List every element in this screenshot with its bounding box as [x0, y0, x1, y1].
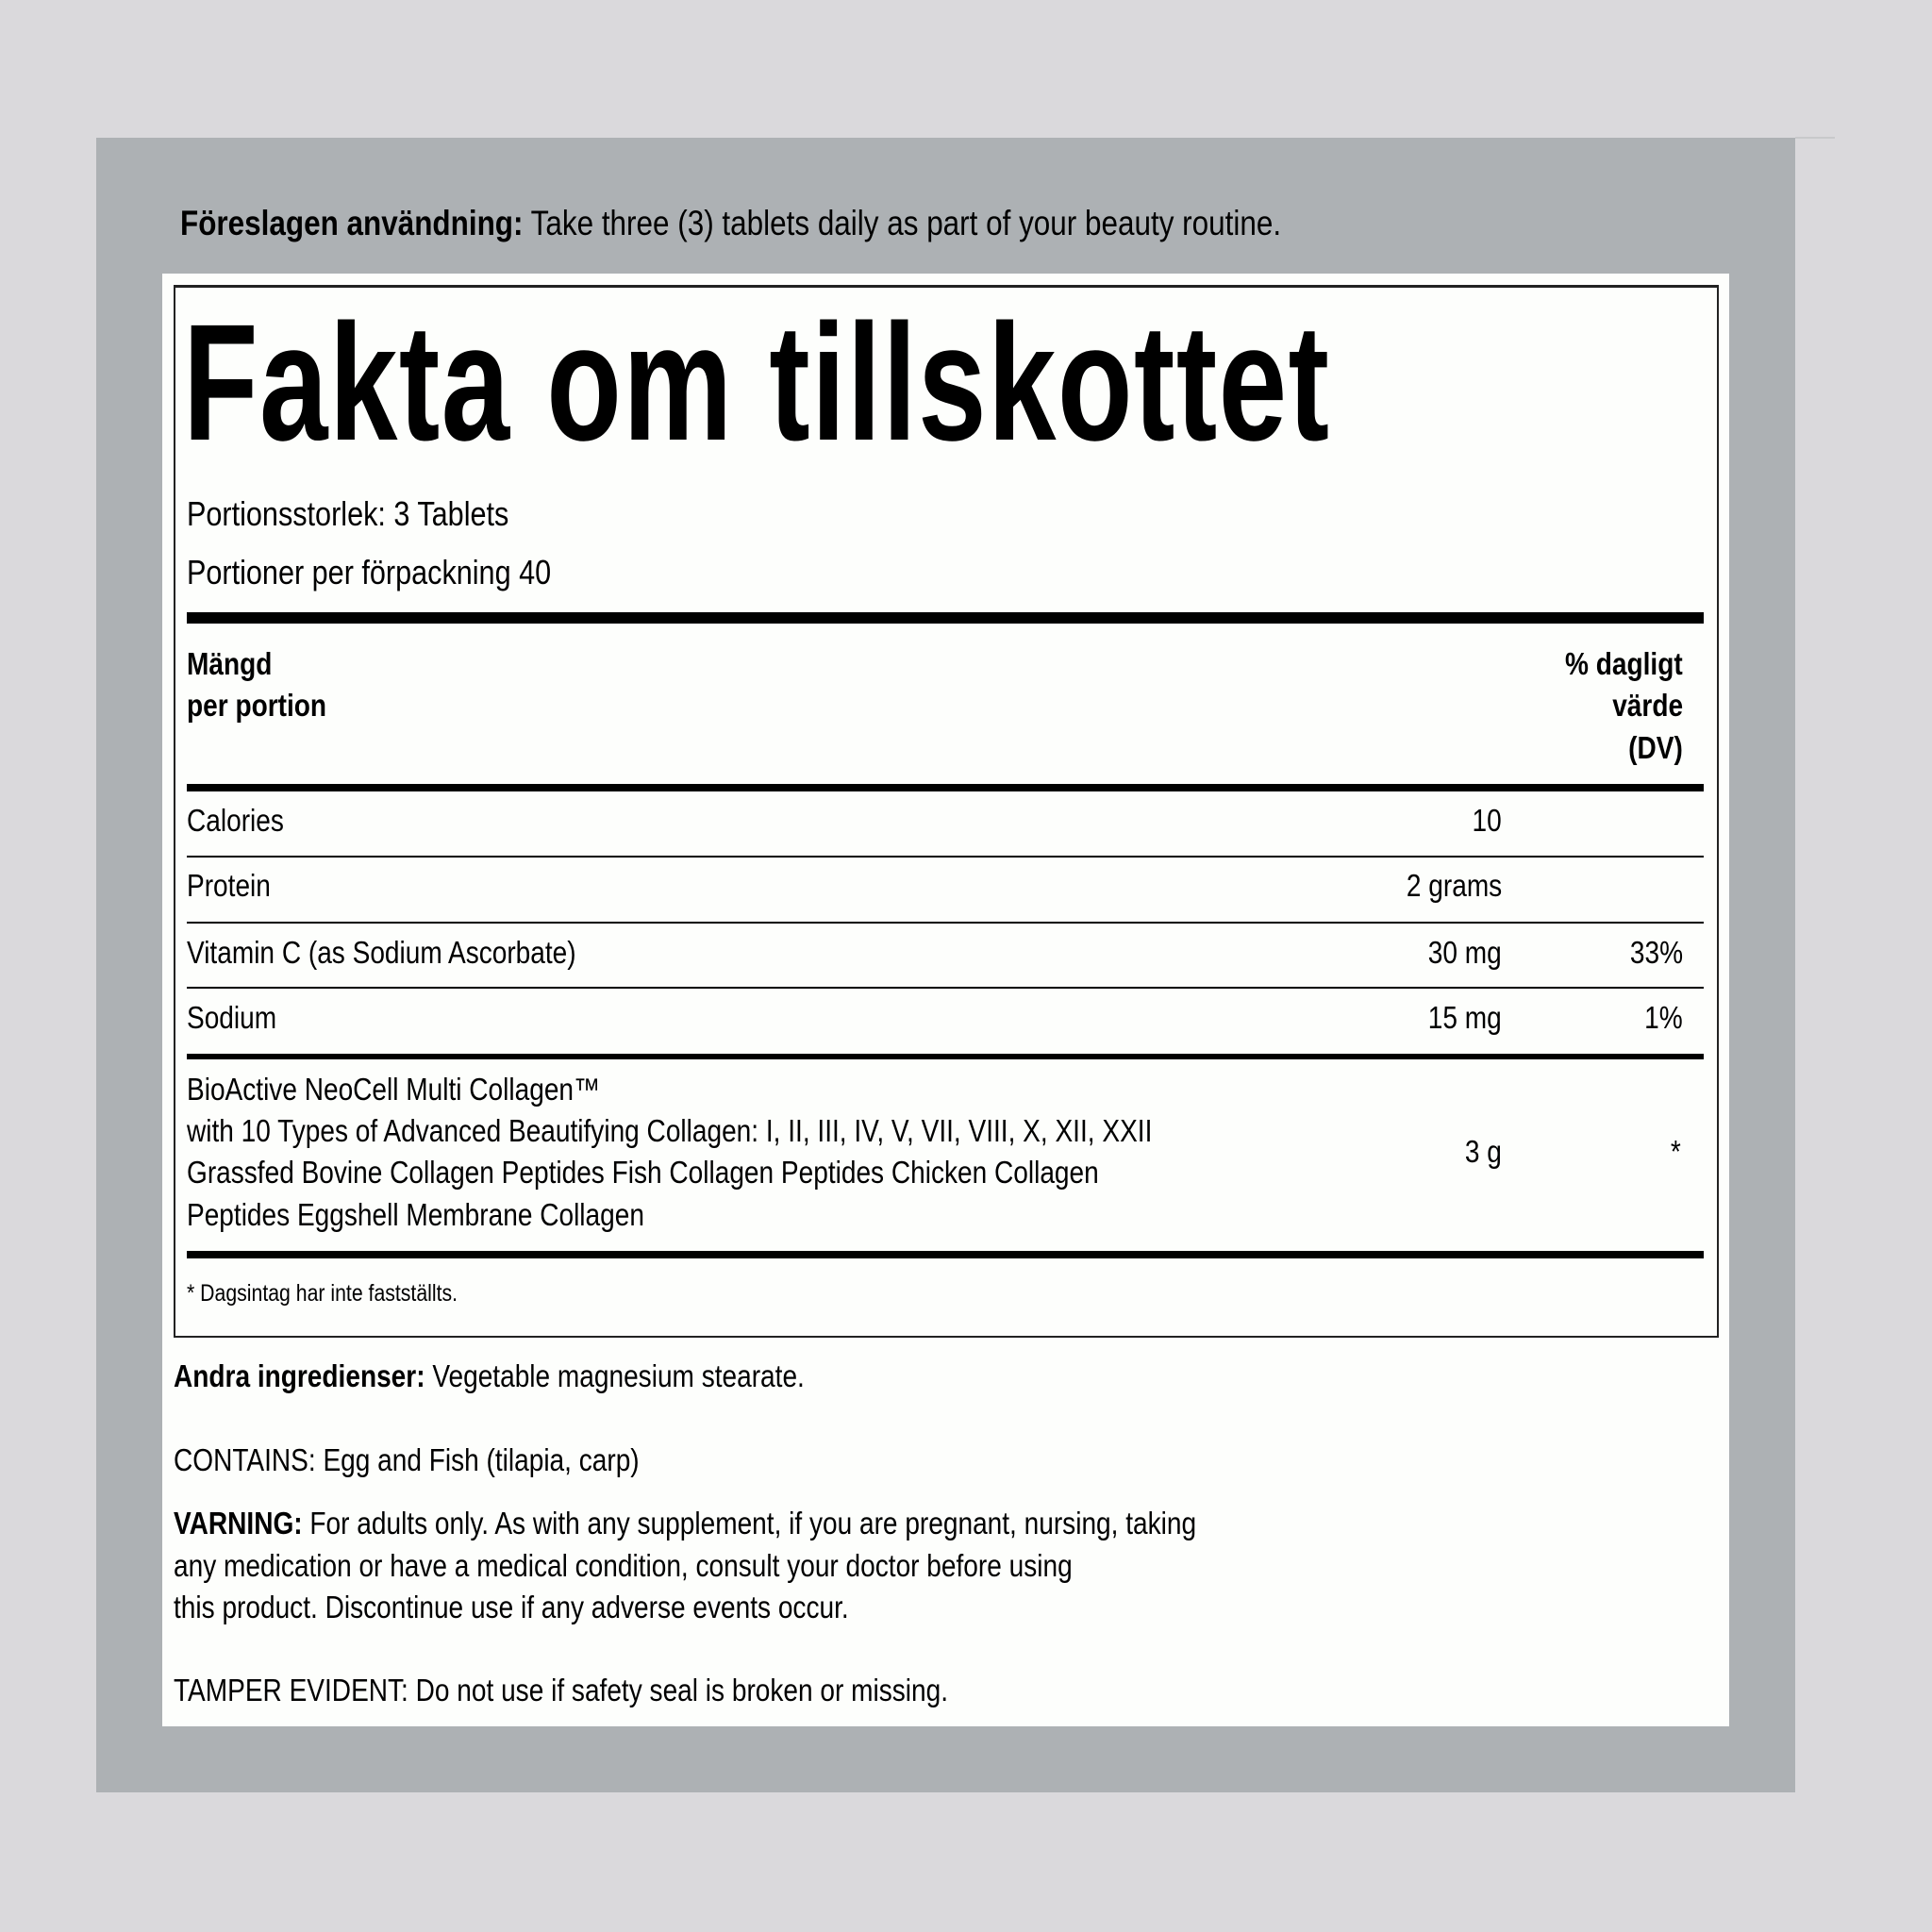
- nutrient-name: Protein: [187, 868, 271, 903]
- row-divider: [187, 987, 1704, 989]
- blend-line: Grassfed Bovine Collagen Peptides Fish Collagen Peptides Chicken Collagen: [187, 1155, 1099, 1190]
- dv-header: (DV): [1628, 730, 1683, 765]
- nutrient-amount: 10: [1472, 803, 1502, 838]
- tamper-evident: TAMPER EVIDENT: Do not use if safety seal is broken or missing.: [174, 1673, 949, 1707]
- warning-line: [174, 1507, 1196, 1539]
- nutrient-name: Sodium: [187, 1000, 277, 1035]
- amount-header: per portion: [187, 688, 327, 723]
- nutrient-amount: 2 grams: [1406, 868, 1502, 903]
- nutrient-name: Vitamin C (as Sodium Ascorbate): [187, 935, 576, 970]
- serving-size: Portionsstorlek: 3 Tablets: [187, 494, 509, 533]
- other-ingredients-text: Vegetable magnesium stearate.: [425, 1358, 805, 1393]
- warning-text: For adults only. As with any supplement, if you are pregnant, nursing, taking: [302, 1506, 1197, 1541]
- thick-divider: [187, 1054, 1704, 1059]
- dv-header: värde: [1612, 688, 1683, 723]
- other-ingredients-label: Andra ingredienser:: [174, 1358, 425, 1393]
- amount-header: Mängd: [187, 646, 273, 681]
- suggested-use: [180, 206, 1281, 241]
- thick-divider: [187, 1251, 1704, 1258]
- thick-divider: [187, 612, 1704, 624]
- row-divider: [187, 856, 1704, 858]
- thick-divider: [187, 784, 1704, 791]
- blend-dv: *: [1671, 1134, 1681, 1169]
- nutrient-dv: 33%: [1629, 935, 1683, 970]
- divider: [1795, 137, 1835, 139]
- footnote: * Dagsintag har inte fastställts.: [187, 1280, 458, 1307]
- nutrient-dv: 1%: [1644, 1000, 1683, 1035]
- warning-line: any medication or have a medical condition, consult your doctor before using: [174, 1548, 1073, 1583]
- warning-line: this product. Discontinue use if any adverse events occur.: [174, 1590, 849, 1624]
- dv-header: % dagligt: [1565, 646, 1683, 681]
- nutrient-amount: 30 mg: [1428, 935, 1502, 970]
- facts-title: Fakta om tillskottet: [183, 291, 1331, 475]
- suggested-use-text: Take three (3) tablets daily as part of your beauty routine.: [523, 204, 1282, 242]
- allergen-statement: CONTAINS: Egg and Fish (tilapia, carp): [174, 1442, 640, 1477]
- warning-label: VARNING:: [174, 1506, 303, 1541]
- row-divider: [187, 922, 1704, 924]
- nutrient-amount: 15 mg: [1428, 1000, 1502, 1035]
- blend-line: BioActive NeoCell Multi Collagen™: [187, 1072, 601, 1107]
- blend-line: Peptides Eggshell Membrane Collagen: [187, 1197, 644, 1232]
- servings-per-container: Portioner per förpackning 40: [187, 553, 552, 591]
- nutrient-name: Calories: [187, 803, 284, 838]
- suggested-use-label: Föreslagen användning:: [180, 204, 524, 242]
- blend-line: with 10 Types of Advanced Beautifying Collagen: I, II, III, IV, V, VII, VIII, X, XII, XXII: [187, 1113, 1153, 1148]
- blend-amount: 3 g: [1465, 1134, 1502, 1169]
- other-ingredients: [174, 1360, 805, 1391]
